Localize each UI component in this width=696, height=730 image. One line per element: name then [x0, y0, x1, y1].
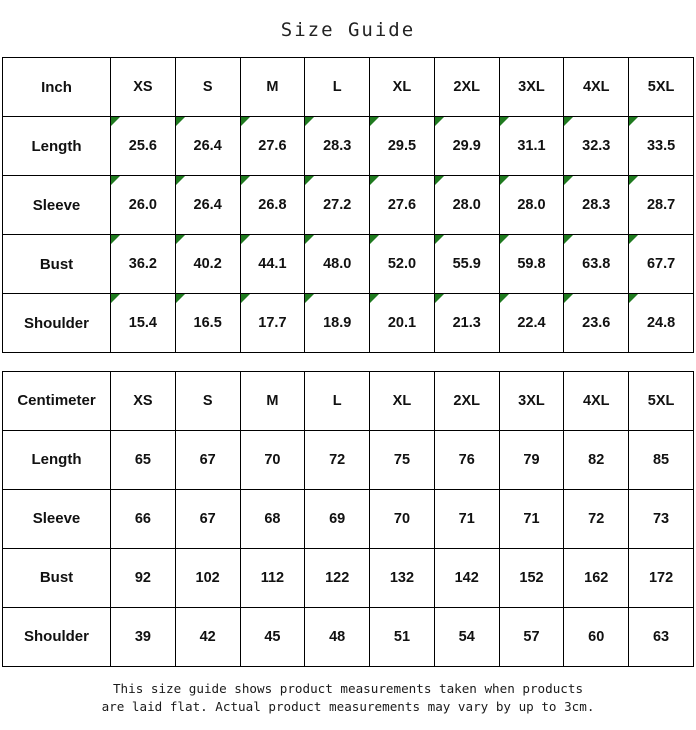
- size-header: 5XL: [629, 371, 694, 430]
- table-row: [3, 430, 694, 489]
- measure-value: 26.4: [175, 176, 240, 235]
- measure-value: 82: [564, 430, 629, 489]
- measure-label: Bust: [3, 548, 111, 607]
- unit-label-inch: Inch: [3, 58, 111, 117]
- measure-value: 70: [240, 430, 305, 489]
- measure-value: 39: [111, 607, 176, 666]
- measure-value: 33.5: [629, 117, 694, 176]
- size-table-centimeter: [2, 371, 694, 667]
- size-header: 5XL: [629, 58, 694, 117]
- measure-value: 26.8: [240, 176, 305, 235]
- size-header: 4XL: [564, 371, 629, 430]
- measure-value: 73: [629, 489, 694, 548]
- size-header: 2XL: [434, 58, 499, 117]
- measure-value: 79: [499, 430, 564, 489]
- size-table-inch: [2, 57, 694, 353]
- size-header: 3XL: [499, 58, 564, 117]
- measure-value: 57: [499, 607, 564, 666]
- measure-value: 63.8: [564, 235, 629, 294]
- size-header: S: [175, 58, 240, 117]
- measure-value: 112: [240, 548, 305, 607]
- measure-value: 52.0: [370, 235, 435, 294]
- unit-label-centimeter: Centimeter: [3, 371, 111, 430]
- measure-value: 172: [629, 548, 694, 607]
- measure-value: 67: [175, 489, 240, 548]
- measure-value: 162: [564, 548, 629, 607]
- size-header: L: [305, 371, 370, 430]
- measure-value: 48: [305, 607, 370, 666]
- measure-value: 71: [499, 489, 564, 548]
- measure-value: 45: [240, 607, 305, 666]
- measure-value: 152: [499, 548, 564, 607]
- measure-value: 29.5: [370, 117, 435, 176]
- measure-value: 28.3: [305, 117, 370, 176]
- size-header: XS: [111, 371, 176, 430]
- measure-value: 44.1: [240, 235, 305, 294]
- measure-value: 28.3: [564, 176, 629, 235]
- size-header: XL: [370, 371, 435, 430]
- measure-value: 54: [434, 607, 499, 666]
- measure-value: 17.7: [240, 294, 305, 353]
- measure-value: 59.8: [499, 235, 564, 294]
- measure-value: 122: [305, 548, 370, 607]
- table-row: [3, 176, 694, 235]
- measure-value: 72: [305, 430, 370, 489]
- table-header-row: [3, 58, 694, 117]
- measure-value: 26.0: [111, 176, 176, 235]
- footer-note: [0, 667, 696, 730]
- size-header: M: [240, 58, 305, 117]
- measure-value: 20.1: [370, 294, 435, 353]
- measure-value: 40.2: [175, 235, 240, 294]
- size-header: XL: [370, 58, 435, 117]
- measure-value: 55.9: [434, 235, 499, 294]
- measure-label: Shoulder: [3, 607, 111, 666]
- measure-value: 27.6: [240, 117, 305, 176]
- measure-value: 67.7: [629, 235, 694, 294]
- measure-value: 132: [370, 548, 435, 607]
- measure-value: 63: [629, 607, 694, 666]
- measure-value: 28.0: [499, 176, 564, 235]
- measure-value: 29.9: [434, 117, 499, 176]
- table-row: [3, 489, 694, 548]
- measure-value: 27.6: [370, 176, 435, 235]
- measure-value: 22.4: [499, 294, 564, 353]
- measure-value: 60: [564, 607, 629, 666]
- measure-value: 42: [175, 607, 240, 666]
- measure-value: 68: [240, 489, 305, 548]
- size-header: M: [240, 371, 305, 430]
- measure-value: 26.4: [175, 117, 240, 176]
- measure-value: 48.0: [305, 235, 370, 294]
- table-row: [3, 294, 694, 353]
- measure-value: 32.3: [564, 117, 629, 176]
- measure-value: 65: [111, 430, 176, 489]
- footer-line-2: are laid flat. Actual product measurements may vary by up to 3cm.: [101, 698, 595, 714]
- measure-value: 25.6: [111, 117, 176, 176]
- size-header: 2XL: [434, 371, 499, 430]
- measure-value: 69: [305, 489, 370, 548]
- measure-value: 15.4: [111, 294, 176, 353]
- size-header: 3XL: [499, 371, 564, 430]
- measure-value: 70: [370, 489, 435, 548]
- measure-value: 71: [434, 489, 499, 548]
- measure-value: 102: [175, 548, 240, 607]
- table-row: [3, 548, 694, 607]
- size-header: L: [305, 58, 370, 117]
- measure-value: 28.0: [434, 176, 499, 235]
- size-header: S: [175, 371, 240, 430]
- measure-value: 23.6: [564, 294, 629, 353]
- measure-value: 21.3: [434, 294, 499, 353]
- measure-label: Sleeve: [3, 176, 111, 235]
- table-header-row: [3, 371, 694, 430]
- measure-value: 72: [564, 489, 629, 548]
- measure-value: 67: [175, 430, 240, 489]
- measure-value: 85: [629, 430, 694, 489]
- measure-value: 27.2: [305, 176, 370, 235]
- size-header: 4XL: [564, 58, 629, 117]
- table-row: [3, 607, 694, 666]
- table-row: [3, 235, 694, 294]
- measure-label: Length: [3, 430, 111, 489]
- footer-line-1: This size guide shows product measurements taken when products: [112, 680, 584, 696]
- measure-value: 36.2: [111, 235, 176, 294]
- measure-value: 92: [111, 548, 176, 607]
- measure-value: 31.1: [499, 117, 564, 176]
- table-separator: [0, 353, 696, 371]
- size-header: XS: [111, 58, 176, 117]
- measure-value: 28.7: [629, 176, 694, 235]
- measure-label: Bust: [3, 235, 111, 294]
- measure-value: 76: [434, 430, 499, 489]
- measure-label: Shoulder: [3, 294, 111, 353]
- measure-value: 142: [434, 548, 499, 607]
- page-title: Size Guide: [280, 19, 416, 41]
- measure-value: 75: [370, 430, 435, 489]
- measure-label: Length: [3, 117, 111, 176]
- measure-label: Sleeve: [3, 489, 111, 548]
- table-row: [3, 117, 694, 176]
- measure-value: 18.9: [305, 294, 370, 353]
- measure-value: 16.5: [175, 294, 240, 353]
- measure-value: 24.8: [629, 294, 694, 353]
- measure-value: 51: [370, 607, 435, 666]
- measure-value: 66: [111, 489, 176, 548]
